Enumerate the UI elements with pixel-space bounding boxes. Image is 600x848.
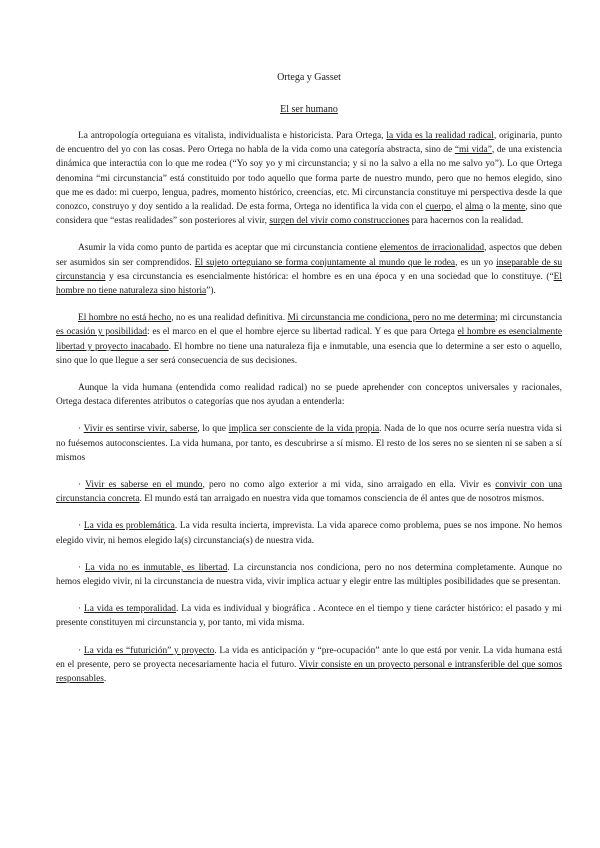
text-segment: : es el marco en el que el hombre ejerce su libertad radical. Y es que para Ortega	[146, 327, 458, 338]
underlined-text: elementos de irracionalidad	[379, 243, 485, 254]
underlined-text: alma	[465, 202, 484, 213]
paragraph	[56, 381, 562, 409]
underlined-text: el hombre es esencialmente libertad y proyecto inacabado	[56, 327, 562, 352]
underlined-text: cuerpo	[425, 202, 451, 213]
text-segment: , lo que	[197, 424, 229, 435]
text-segment: , sino que considera que “estas realidades” son posteriores al vivir,	[56, 202, 562, 227]
text-segment: , aspectos que deben ser asumidos sin ser comprendidos.	[56, 243, 562, 268]
underlined-text: Mi circunstancia me condiciona, pero no me determina	[287, 313, 496, 324]
underlined-text: es ocasión y posibilidad	[56, 327, 147, 338]
underlined-text: mente	[502, 202, 526, 213]
text-segment: ·	[78, 424, 84, 435]
paragraph	[56, 519, 562, 547]
underlined-text: El sujeto orteguiano se forma conjuntamente al mundo que le rodea	[194, 257, 456, 268]
underlined-text: convivir con una circunstancia concreta	[56, 480, 563, 505]
text-segment: .	[103, 674, 107, 685]
paragraph	[56, 241, 562, 298]
text-segment: , originaria, punto de encuentro del yo con las cosas. Pero Ortega no habla de la vida como una categoría abstracta, sino de	[56, 131, 562, 156]
paragraph	[56, 422, 562, 465]
paragraph	[56, 561, 562, 589]
underlined-text: surgen del vivir como construcciones	[269, 216, 410, 227]
text-segment: Asumir la vida como punto de partida es aceptar que mi circunstancia contiene	[78, 243, 380, 254]
document-body	[56, 129, 562, 686]
underlined-text: La vida es problemática	[83, 521, 175, 532]
text-segment: ·	[78, 562, 85, 573]
underlined-text: El hombre no está hecho	[78, 313, 172, 324]
text-segment: , no es una realidad definitiva.	[171, 313, 288, 324]
text-segment: ·	[78, 604, 85, 615]
text-segment: ·	[78, 480, 86, 491]
text-segment: . El hombre no tiene una naturaleza fija e inmutable, una esencia que lo determine a ser esto o aquello, sino que lo que llegue a ser será consecuencia de sus decisiones.	[56, 341, 562, 366]
underlined-text: El hombre no tiene naturaleza sino historia	[56, 271, 562, 297]
underlined-text: Vivir consiste en un proyecto personal e intransferible del que somos responsables	[56, 659, 562, 685]
text-segment: . La vida resulta incierta, imprevista. La vida aparece como problema, pues se nos impone. No hemos elegido vivir, ni hemos elegido la(s) circunstancia(s) de nuestra vida.	[56, 521, 562, 546]
text-segment: La antropología orteguiana es vitalista, individualista e historicista. Para Ortega,	[78, 131, 387, 141]
underlined-text: Vivir es saberse en el mundo	[85, 480, 203, 491]
underlined-text: La vida no es inmutable, es libertad	[84, 562, 228, 573]
paragraph	[56, 644, 562, 687]
text-segment: y esa circunstancia es esencialmente histórica: el hombre es en una época y en una sociedad que lo constituye. (“	[105, 271, 554, 282]
paragraph	[56, 602, 562, 630]
paragraph	[56, 129, 562, 228]
underlined-text: La vida es “futurición” y proyecto	[83, 645, 215, 656]
paragraph	[56, 311, 562, 368]
text-segment: ”).	[206, 286, 216, 297]
text-segment: . Nada de lo que nos ocurre sería nuestra vida si no fuésemos autoconscientes. La vida humana, por tanto, es descubrirse a sí mismo. El resto de los seres no se sienten ni se saben a sí mismos	[56, 424, 562, 463]
underlined-text: “mi vida”	[454, 145, 492, 156]
text-segment: o la	[483, 202, 503, 213]
underlined-text: la vida es la realidad radical	[386, 131, 494, 141]
text-segment: . El mundo está tan arraigado en nuestra vida que tomamos consciencia de él antes que de nosotros mismos.	[139, 494, 545, 505]
document-subtitle: El ser humano	[280, 104, 338, 115]
text-segment: , es un yo	[455, 257, 497, 268]
underlined-text: implica ser consciente de la vida propia	[228, 424, 380, 435]
text-segment: ; mi circunstancia	[495, 313, 562, 324]
underlined-text: inseparable de su circunstancia	[56, 257, 563, 282]
document-title: Ortega y Gasset	[277, 72, 341, 83]
text-segment: , de una existencia dinámica que interactúa con lo que me rodea (“Yo soy yo y mi circunstancia; y si no la salvo a ella no me salvo yo”). Lo que Ortega denomina “mi circunstancia” está constituido por todo aquello que forma parte de nuestro mundo, pero que no hemos elegido, sino que me es dado: mi cuerpo, lengua, padres, momento histórico, creencias, etc. Mi circunstancia constituye mi perspectiva desde la que conozco, construyo y doy sentido a la realidad. De esta forma, Ortega no identifica la vida con el	[56, 145, 562, 213]
text-segment: para hacernos con la realidad.	[409, 216, 524, 227]
text-segment: . La circunstancia nos condiciona, pero no nos determina completamente. Aunque no hemos elegido vivir, ni la circunstancia de nuestra vida, vivir implica actuar y elegir entre las múltiples posibilidades que se presentan.	[56, 562, 562, 588]
text-segment: ·	[78, 521, 84, 532]
paragraph	[56, 478, 562, 506]
text-segment: , el	[450, 202, 466, 213]
text-segment: . La vida es anticipación y “pre-ocupación” ante lo que está por venir. La vida humana está en el presente, pero se proyecta necesariamente hacia el futuro.	[56, 645, 562, 670]
text-segment: ·	[78, 645, 84, 656]
underlined-text: Vivir es sentirse vivir, saberse	[83, 424, 198, 435]
text-segment: . La vida es individual y biográfica . Acontece en el tiempo y tiene carácter histórico: el pasado y mi presente constituyen mi circunstancia y, por tanto, mi vida misma.	[56, 604, 562, 629]
text-segment: Aunque la vida humana (entendida como realidad radical) no se puede aprehender con conceptos universales y racionales, Ortega destaca diferentes atributos o categorías que nos ayudan a entenderla:	[56, 383, 562, 408]
text-segment: , pero no como algo exterior a mi vida, sino arraigado en ella. Vivir es	[202, 480, 496, 491]
underlined-text: La vida es temporalidad	[84, 604, 176, 615]
